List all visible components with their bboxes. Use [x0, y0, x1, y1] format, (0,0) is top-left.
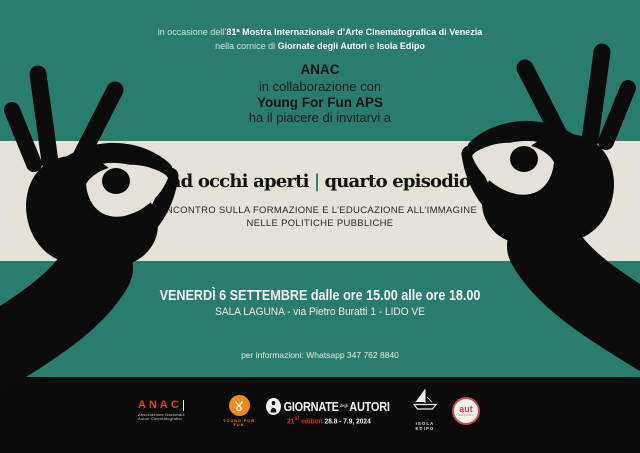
- event-title-right: quarto episodio: [324, 171, 471, 192]
- event-title-left: ad occhi aperti: [169, 171, 309, 192]
- young-for-fun-label: YOUNG FOR FUN: [223, 419, 255, 427]
- isola-label-line2: EDIPO: [415, 426, 435, 431]
- event-datetime: VENERDÌ 6 SETTEMBRE dalle ore 15.00 alle ore 18.00: [159, 287, 481, 304]
- event-venue: SALA LAGUNA - via Pietro Buratti 1 - LIDO VE: [215, 306, 425, 318]
- gda-edition-suffix: st: [294, 415, 300, 422]
- gda-dates: 28.8 - 7.9, 2024: [324, 416, 371, 426]
- gda-autori-text: AUTORI: [349, 399, 390, 414]
- gda-degli-text: degli: [339, 403, 349, 409]
- gda-giornate-text: GIORNATE: [283, 399, 339, 414]
- gda-figure-icon: [266, 398, 281, 415]
- giornate-degli-autori-logo: [266, 398, 407, 426]
- right-ok-hand-eye-icon: [440, 40, 640, 440]
- gda-edition-word: edition: [299, 416, 325, 426]
- event-subtitle-line2: NELLE POLITICHE PUBBLICHE: [246, 218, 394, 229]
- young-for-fun-logo: [221, 395, 257, 427]
- invite-line: ha il piacere di invitarvi a: [248, 110, 392, 125]
- aut-wordmark: aut: [459, 404, 473, 414]
- isola-label-line1: ISOLA: [415, 421, 435, 426]
- left-ok-hand-eye-icon: [0, 62, 200, 453]
- title-separator: |: [313, 171, 320, 192]
- festival-line-prefix: in occasione dell’: [157, 27, 227, 37]
- isola-edipo-sailboat-icon: [408, 387, 442, 415]
- young-for-fun-medal-icon: [229, 395, 250, 416]
- anac-subtext-line2: Autori Cinematografici: [138, 416, 182, 421]
- cornice-bold-gda: Giornate degli Autori: [277, 41, 367, 51]
- cornice-mid: e: [366, 41, 377, 51]
- anac-subtext-line1: Associazione Nazionale: [138, 411, 185, 417]
- festival-line-bold: 81ª Mostra Internazionale d’Arte Cinematografica di Venezia: [226, 27, 483, 37]
- festival-line: [0, 27, 640, 37]
- anac-wordmark: ANAC: [138, 399, 182, 411]
- aut-subtext: AUTORI: [458, 413, 474, 417]
- cornice-bold-isola: Isola Edipo: [376, 41, 425, 51]
- event-subtitle-line1: INCONTRO SULLA FORMAZIONE E L’EDUCAZIONE ALL’IMMAGINE: [162, 205, 478, 216]
- partner-name: Young For Fun APS: [257, 95, 383, 110]
- organizer-name: ANAC: [300, 62, 340, 77]
- gda-edition-number: 21: [287, 416, 295, 426]
- gda-wordmark-row: [266, 398, 390, 415]
- collaboration-line: in collaborazione con: [258, 79, 382, 94]
- cornice-prefix: nella cornice di: [215, 41, 278, 51]
- contact-info: per informazioni: Whatsapp 347 762 8840: [241, 350, 399, 360]
- gda-edition-row: [287, 415, 392, 426]
